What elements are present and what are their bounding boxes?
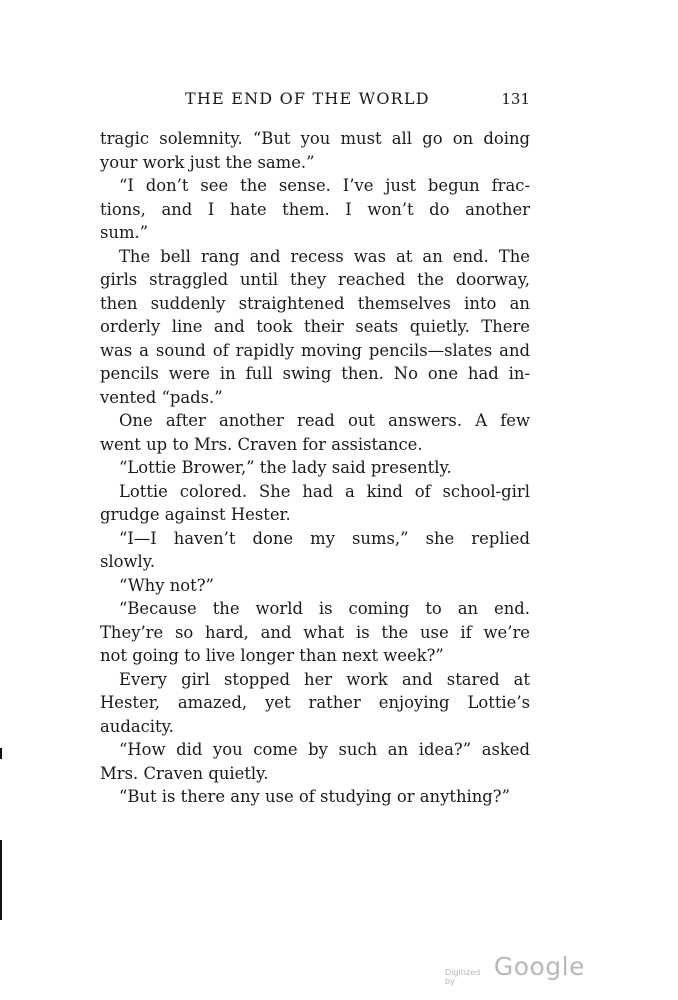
text-line: “I—I haven’t done my sums,” she replied: [119, 528, 530, 548]
google-logo: Google: [493, 952, 585, 981]
margin-mark: [0, 748, 2, 759]
text-line: “How did you come by such an idea?” asked: [119, 740, 530, 759]
text-line: not going to live longer than next week?”: [100, 646, 444, 665]
text-line: girls straggled until they reached the doorway,: [100, 270, 530, 289]
text-line: Hester, amazed, yet rather enjoying Lottie’s: [100, 693, 530, 712]
running-title: THE END OF THE WORLD: [185, 89, 430, 108]
text-line: They’re so hard, and what is the use if we’re: [100, 622, 530, 642]
text-line: “I don’t see the sense. I’ve just begun frac-: [119, 176, 530, 195]
text-line: went up to Mrs. Craven for assistance.: [100, 434, 423, 454]
text-line: orderly line and took their seats quietly. There: [100, 317, 530, 336]
text-line: pencils were in full swing then. No one had in-: [100, 364, 530, 383]
text-line: Every girl stopped her work and stared at: [119, 669, 530, 689]
text-line: tragic solemnity. “But you must all go on doing: [100, 129, 530, 148]
text-line: slowly.: [100, 552, 156, 571]
text-line: “Why not?”: [119, 575, 214, 595]
watermark-prefix: Digitized by: [445, 968, 481, 986]
text-line: grudge against Hester.: [100, 505, 291, 524]
text-line: The bell rang and recess was at an end. The: [119, 246, 530, 266]
text-line: Lottie colored. She had a kind of school-girl: [119, 481, 530, 501]
digitized-by-google-watermark: [445, 952, 585, 986]
text-line: “Lottie Brower,” the lady said presently.: [119, 458, 452, 477]
margin-mark: [0, 840, 2, 920]
text-line: audacity.: [100, 716, 174, 736]
text-line: vented “pads.”: [100, 387, 223, 407]
text-line: “Because the world is coming to an end.: [119, 599, 530, 618]
text-line: “But is there any use of studying or anything?”: [119, 787, 510, 806]
text-line: then suddenly straightened themselves into an: [100, 293, 530, 313]
text-line: Mrs. Craven quietly.: [100, 763, 269, 783]
text-line: tions, and I hate them. I won’t do another: [100, 199, 530, 219]
text-line: your work just the same.”: [100, 152, 315, 172]
page-number: 131: [501, 90, 530, 108]
text-line: One after another read out answers. A few: [119, 411, 530, 430]
running-header: [185, 89, 530, 113]
text-line: was a sound of rapidly moving pencils—slates and: [100, 340, 530, 360]
body-text: [100, 127, 530, 809]
text-line: sum.”: [100, 223, 149, 242]
